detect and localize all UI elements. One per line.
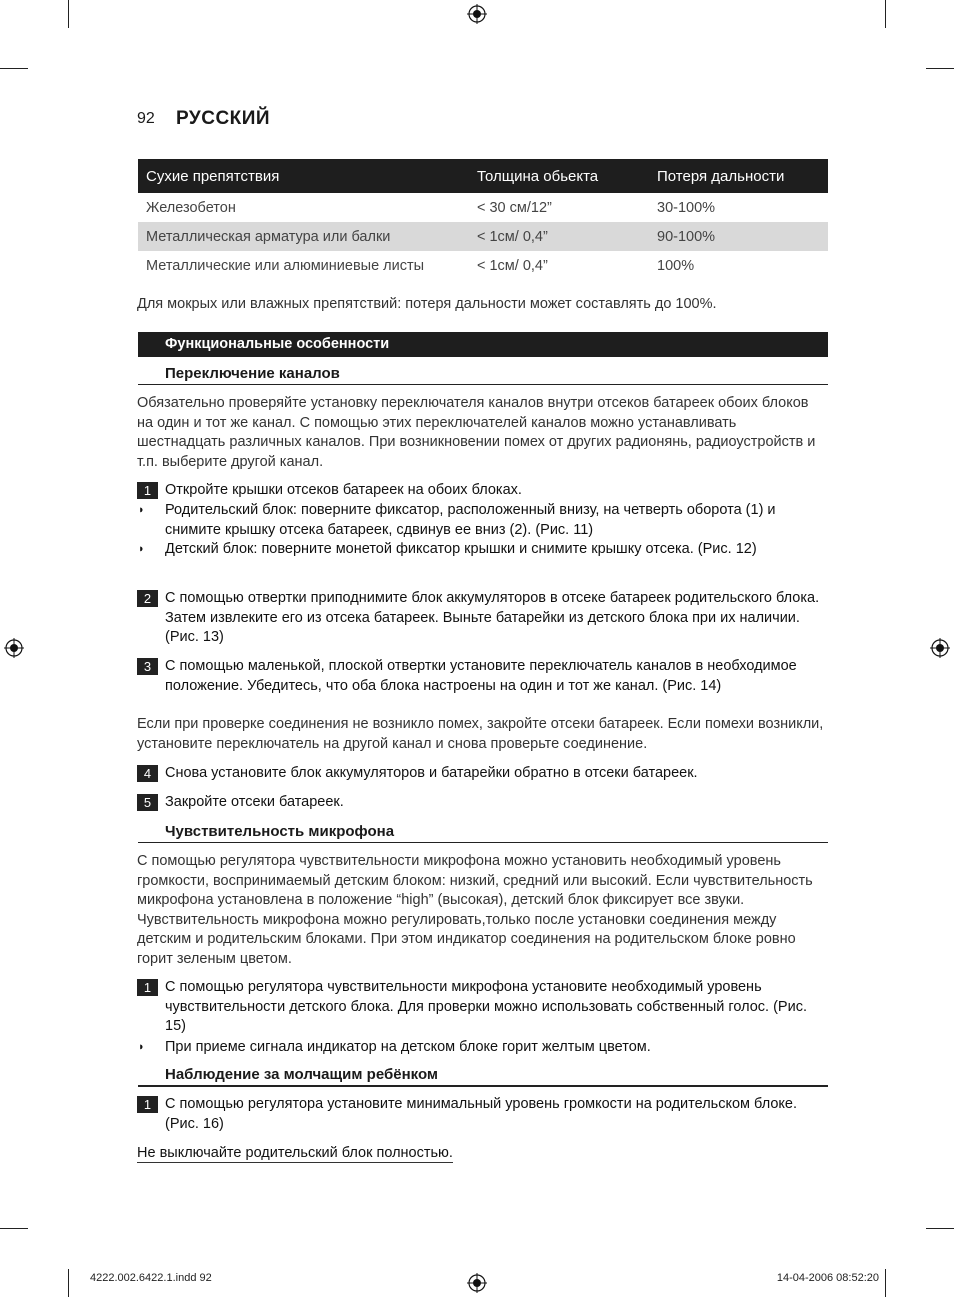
warning-text: Не выключайте родительский блок полностью. [137, 1145, 453, 1161]
table-cell: < 1см/ 0,4” [469, 222, 649, 251]
silent-warning [137, 1144, 829, 1164]
step-text: Снова установите блок аккумуляторов и батарейки обратно в отсеки батареек. [165, 765, 698, 781]
table-cell: 30-100% [657, 199, 716, 216]
registration-mark-icon [4, 638, 24, 658]
channel-bullet-2 [137, 540, 829, 560]
mic-intro: С помощью регулятора чувствительности микрофона можно установить необходимый уровень громкости, воспринимаемый детским блоком: низкий, средний или высокий. Если чувствительность микрофона установлена в положение “high” (высокая), детский блок фиксирует все звуки. Чувствительность микрофона можно регулировать,только после установки соединения между детским и родительским блоками. При этом индикатор соединения на родительском блоке ровно горит зеленым цветом. [137, 853, 813, 967]
table-cell: Металлическая арматура или балки [138, 222, 469, 251]
step-number: 1 [137, 1096, 158, 1113]
crop-mark [926, 68, 954, 69]
channel-step-4 [137, 764, 829, 784]
mic-step-1 [137, 978, 829, 1037]
table-row [138, 222, 828, 251]
bullet-text: Детский блок: поверните монетой фиксатор крышки и снимите крышку отсека. (Рис. 12) [165, 541, 757, 557]
table-header-cell: Сухие препятствия [138, 159, 469, 193]
channel-step-1 [137, 481, 829, 501]
table-cell: Металлические или алюминиевые листы [146, 257, 425, 274]
step-number: 3 [137, 658, 158, 675]
step-text: С помощью регулятора установите минимальный уровень громкости на родительском блоке. (Рис. 16) [165, 1096, 797, 1132]
step-number: 2 [137, 590, 158, 607]
step-text: С помощью маленькой, плоской отвертки установите переключатель каналов в необходимое положение. Убедитесь, что оба блока настроены на один и тот же канал. (Рис. 14) [165, 658, 797, 694]
step-number: 5 [137, 794, 158, 811]
bullet-text: Родительский блок: поверните фиксатор, расположенный внизу, на четверть оборота (1) и снимите крышку отсека батареек, сдвинув ее вниз (2). (Рис. 11) [165, 502, 776, 538]
channel-step-2 [137, 589, 829, 648]
registration-mark-icon [467, 1273, 487, 1293]
table-header-cell: Толщина обьекта [469, 159, 649, 193]
channel-bullet-1 [137, 501, 829, 540]
mic-bullet-1 [137, 1038, 829, 1058]
step-number: 4 [137, 765, 158, 782]
footer-file: 4222.002.6422.1.indd 92 [90, 1272, 212, 1284]
wet-obstacles-note: Для мокрых или влажных препятствий: потеря дальности может составлять до 100%. [137, 296, 717, 312]
bullet-icon: ◗ [138, 1041, 145, 1053]
table-cell: < 30 см/12” [477, 199, 552, 216]
silent-step-1 [137, 1095, 829, 1134]
bullet-icon: ◗ [138, 504, 145, 516]
step-text: Откройте крышки отсеков батареек на обоих блоках. [165, 482, 522, 498]
table-row [138, 251, 828, 280]
registration-mark-icon [467, 4, 487, 24]
channel-intro: Обязательно проверяйте установку переключателя каналов внутри отсеков батареек обоих блоков на один и тот же канал. С помощью этих переключателей каналов можно устанавливать шестнадцать различных каналов. При возникновении помех от других радионянь, радиоустройств и т.п. выберите другой канал. [137, 395, 816, 470]
silent-heading [138, 1066, 828, 1087]
crop-mark [0, 1228, 28, 1229]
obstacles-table [138, 159, 828, 280]
registration-mark-icon [930, 638, 950, 658]
channel-heading [138, 365, 828, 385]
silent-heading-text: Наблюдение за молчащим ребёнком [165, 1066, 439, 1083]
channel-step-3 [137, 657, 829, 696]
mic-heading-text: Чувствительность микрофона [165, 823, 395, 840]
step-text: Закройте отсеки батареек. [165, 794, 344, 810]
step-number: 1 [137, 979, 158, 996]
step-text: С помощью регулятора чувствительности микрофона установите необходимый уровень чувствительности детского блока. Для проверки можно использовать собственный голос. (Рис. 15) [165, 979, 807, 1034]
crop-mark [885, 1269, 886, 1297]
crop-mark [68, 1269, 69, 1297]
step-text: С помощью отвертки приподнимите блок аккумуляторов в отсеке батареек родительского блока. Затем извлеките его из отсека батареек. Выньте батарейки из детского блока при их наличии. (Рис. 13) [165, 590, 820, 645]
channel-after-step-3: Если при проверке соединения не возникло помех, закройте отсеки батареек. Если помехи возникли, установите переключатель на другой канал и снова проверьте соединение. [137, 716, 824, 752]
table-cell: < 1см/ 0,4” [477, 257, 548, 274]
language-heading: РУССКИЙ [176, 108, 271, 129]
footer-datetime: 14-04-2006 08:52:20 [776, 1272, 879, 1284]
table-header-cell: Потеря дальности [649, 159, 828, 193]
section-title-bar [138, 332, 828, 357]
crop-mark [0, 68, 28, 69]
mic-heading [138, 823, 828, 843]
crop-mark [68, 0, 69, 28]
crop-mark [926, 1228, 954, 1229]
channel-heading-text: Переключение каналов [165, 365, 340, 382]
channel-step-5 [137, 793, 829, 813]
bullet-text: При приеме сигнала индикатор на детском блоке горит желтым цветом. [165, 1039, 651, 1055]
section-title: Функциональные особенности [165, 336, 390, 352]
table-cell: Железобетон [146, 199, 236, 216]
page-number: 92 [137, 110, 155, 127]
table-cell: 90-100% [649, 222, 828, 251]
table-header-row [138, 159, 828, 193]
table-row [138, 193, 828, 222]
bullet-icon: ◗ [138, 543, 145, 555]
crop-mark [885, 0, 886, 28]
table-cell: 100% [657, 257, 695, 274]
step-number: 1 [137, 482, 158, 499]
